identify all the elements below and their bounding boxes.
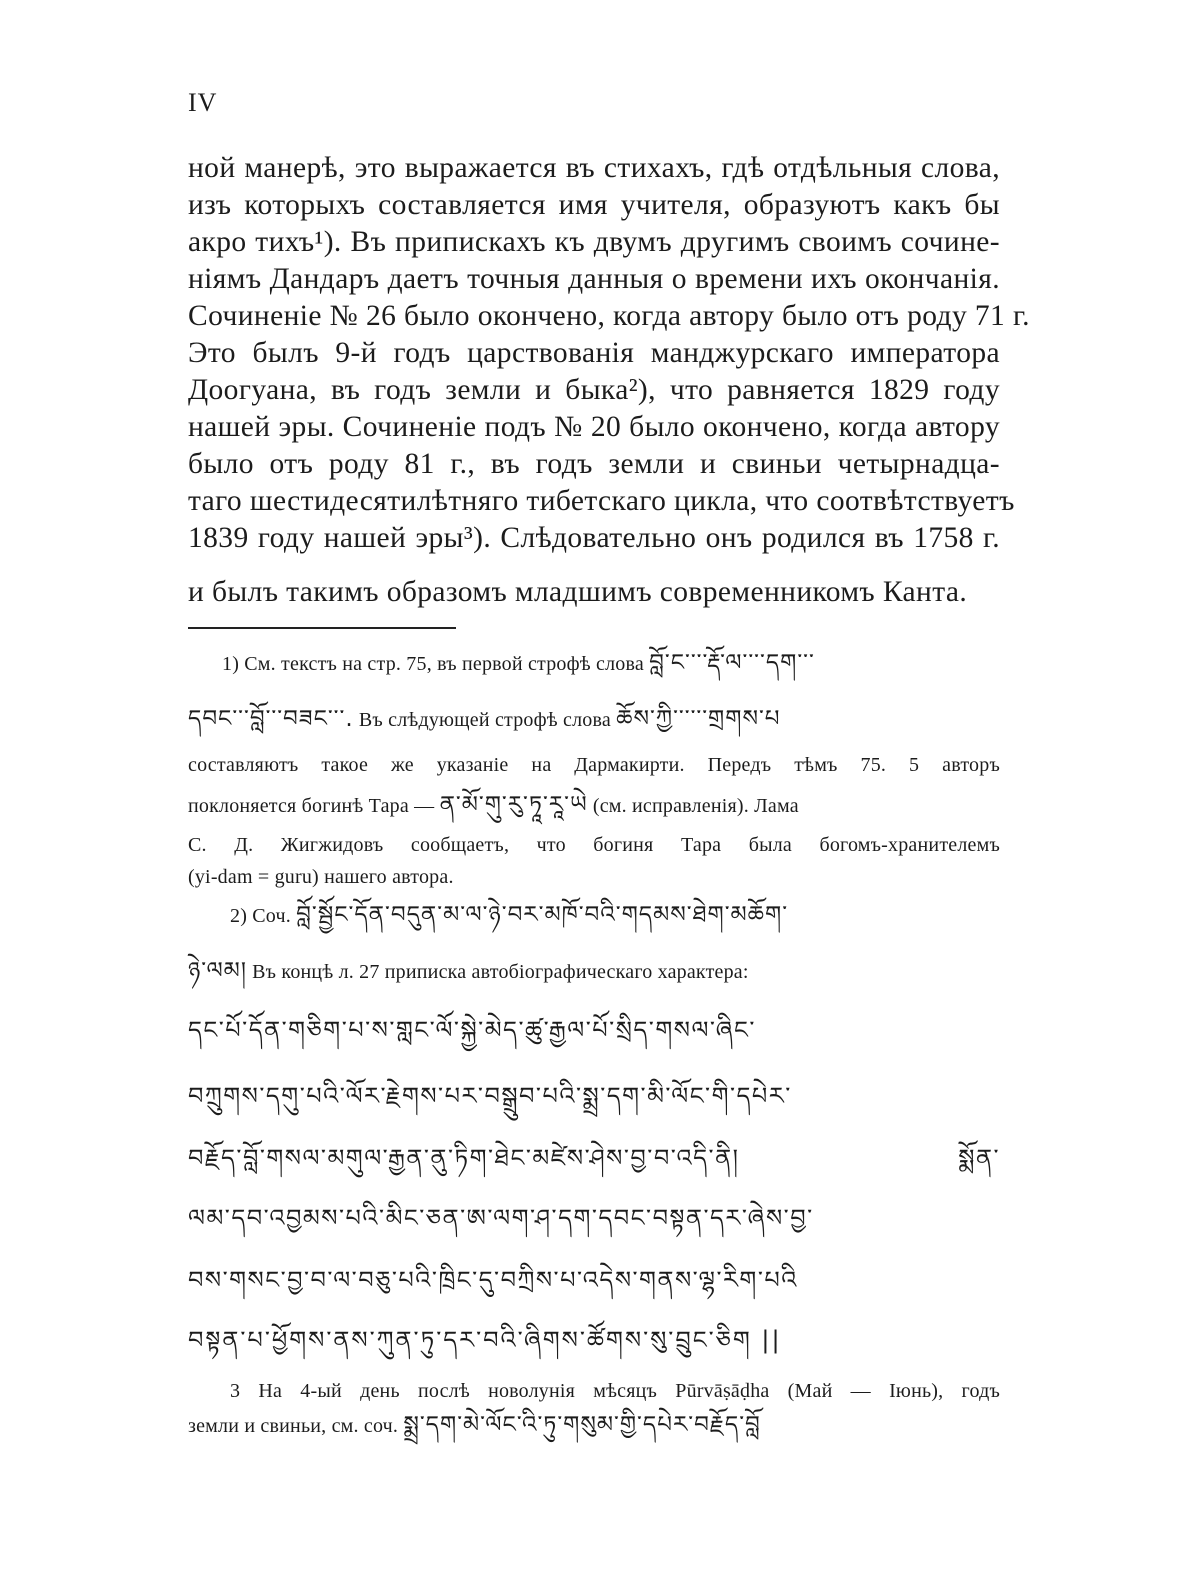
tibetan-line: བསྟན་པ་ཕྱོགས་ནས་ཀུན་ཏུ་དར་བའི་ཞིགས་ཚོགས་སུ་བྲུང་ཅིག ||: [188, 1326, 782, 1354]
footnote-1-text: составляютъ такое же указаніе на Дармакирти. Передъ тѣмъ 75. 5 авторъ: [188, 754, 1000, 776]
footnote-1-text: Въ слѣдующей строфѣ слова: [358, 709, 611, 731]
footnote-1-text: поклоняется богинѣ Тара —: [188, 795, 435, 817]
footnote-1-text: 1) См. текстъ на стр. 75, въ первой строфѣ слова: [222, 653, 644, 675]
text-line: 1839 году нашей эры³). Слѣдовательно онъ родился въ 1758 г.: [188, 522, 1000, 554]
text-line: ной манерѣ, это выражается въ стихахъ, гдѣ отдѣльныя слова,: [188, 152, 1000, 184]
text-line: Сочиненіе № 26 было окончено, когда автору было отъ роду 71 г.: [188, 300, 1030, 332]
text-line: изъ которыхъ составляется имя учителя, образуютъ какъ бы: [188, 189, 1000, 221]
tibetan-line: བས་གསང་བྱ་བ་ལ་བཅུ་པའི་ཁྲིང་དུ་བཀྲིས་པ་འདེས་གནས་ལྷ་རིག་པའི: [188, 1266, 798, 1294]
tibetan-text: དབང་་་བློ་་་བཟང་་་.: [188, 706, 354, 732]
page-number: IV: [188, 88, 218, 117]
footnote-1-text: (yi-dam = guru) нашего автора.: [188, 866, 454, 888]
text-line: акро тихъ¹). Въ припискахъ къ двумъ другимъ своимъ сочине-: [188, 226, 1000, 258]
text-line: было отъ роду 81 г., въ годъ земли и свиньи четырнадца-: [188, 448, 1000, 480]
footnote-1-text: С. Д. Жигжидовъ сообщаетъ, что богиня Тара была богомъ-хранителемъ: [188, 834, 1000, 856]
footnote-3-text: земли и свиньи, см. соч.: [188, 1415, 399, 1437]
tibetan-text: ཆོས་ཀྱི་་་་་་གྲགས་པ: [616, 706, 781, 732]
tibetan-text: བློ་སྦྱོང་དོན་བདུན་མ་ལ་ཉེ་བར་མཁོ་བའི་གདམས་ཐེག་མཆོག་: [296, 902, 789, 928]
tibetan-line: དང་པོ་དོན་གཅིག་པ་ས་གླང་ལོ་སྐྱེ་མེད་ཚུ་རྒྱལ་པོ་སྲིད་གསལ་ཞིང་: [188, 1016, 756, 1044]
text-line: Это былъ 9-й годъ царствованія манджурскаго императора: [188, 337, 1000, 369]
text-line: Доогуана, въ годъ земли и быка²), что равняется 1829 году: [188, 374, 1000, 406]
footnote-3-text: 3 На 4-ый день послѣ новолунія мѣсяцъ Pūrvāṣāḍha (Май — Іюнь), годъ: [230, 1380, 1000, 1402]
text-line: таго шестидесятилѣтняго тибетскаго цикла, что соотвѣтствуетъ: [188, 485, 1015, 517]
tibetan-text: ན་མོ་གུ་རུ་ཏཱ་རཱ་ཡེ: [439, 792, 588, 818]
text-line: ніямъ Дандаръ даетъ точныя данныя о времени ихъ окончанія.: [188, 263, 1000, 295]
tibetan-line: ལམ་དབ་འབྱམས་པའི་མིང་ཅན་ཨ་ལག་ཤ་དག་དབང་བསྟན་དར་ཞེས་བྱ་: [188, 1204, 814, 1232]
tibetan-line: བརྗོད་བློ་གསལ་མགུལ་རྒྱན་ནུ་ཏིག་ཐེང་མཛེས་ཤེས་བྱ་བ་འདི་ནི། སྨོན་: [188, 1144, 1000, 1172]
footnote-divider: [188, 627, 456, 629]
text-line: и былъ такимъ образомъ младшимъ современникомъ Канта.: [188, 576, 968, 608]
text-line: нашей эры. Сочиненіе подъ № 20 было окончено, когда автору: [188, 411, 1000, 443]
footnote-2-intro: 2) Соч.: [230, 905, 291, 927]
tibetan-text: བློ་ང་་་་རྡོ་ལ་་་་དག་་་: [649, 650, 815, 676]
footnote-1-text: (см. исправленія). Лама: [592, 795, 799, 817]
tibetan-line: བཀྲུགས་དགུ་པའི་ལོར་རྗེགས་པར་བསྒྲུབ་པའི་སྨྲ་དག་མི་ལོང་གི་དཔེར་: [188, 1082, 792, 1110]
footnote-2-note: Въ концѣ л. 27 приписка автобіографическаго характера:: [252, 961, 749, 983]
tibetan-text: ཉེ་ལམ།: [188, 958, 247, 984]
tibetan-text: སྨྲ་དག་མེ་ལོང་འི་ཏུ་གསུམ་གྱི་དཔེར་བརྗོད་བློ: [403, 1412, 761, 1438]
